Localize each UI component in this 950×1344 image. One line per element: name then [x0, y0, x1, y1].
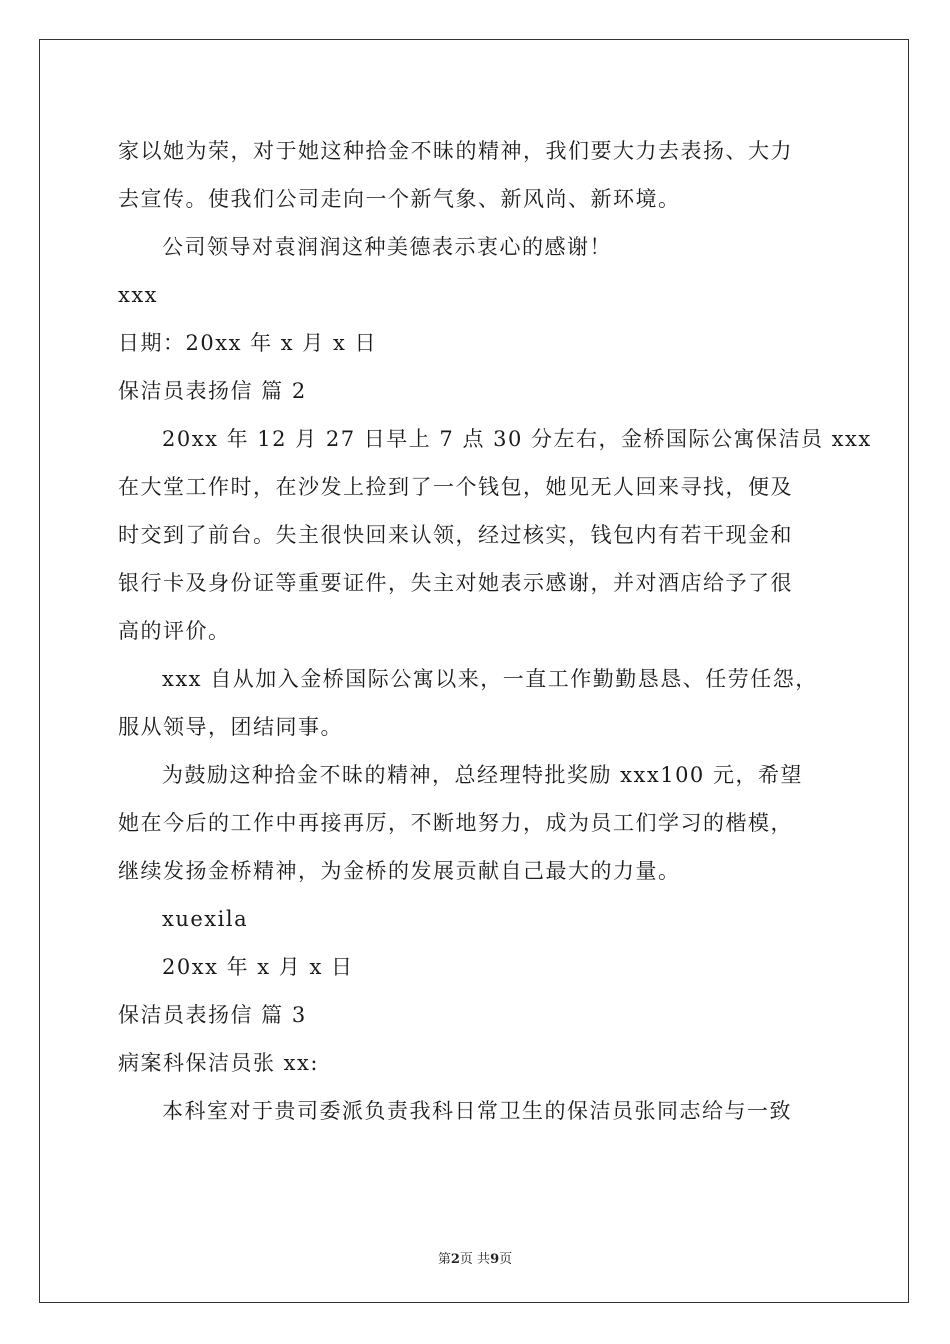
text-line: 家以她为荣，对于她这种拾金不昧的精神，我们要大力去表扬、大力 [118, 139, 793, 163]
text-line: xuexila [162, 907, 249, 931]
text-line: 20xx 年 12 月 27 日早上 7 点 30 分左右，金桥国际公寓保洁员 xxx [162, 427, 872, 451]
text-line: 在大堂工作时，在沙发上捡到了一个钱包，她见无人回来寻找，便及 [118, 475, 793, 499]
text-line: xxx 自从加入金桥国际公寓以来，一直工作勤勤恳恳、任劳任怨， [162, 667, 818, 691]
text-line: 20xx 年 x 月 x 日 [162, 955, 354, 979]
text-line: 她在今后的工作中再接再厉，不断地努力，成为员工们学习的楷模， [118, 811, 793, 835]
text-line: 日期：20xx 年 x 月 x 日 [118, 331, 377, 355]
text-line: 为鼓励这种拾金不昧的精神，总经理特批奖励 xxx100 元，希望 [162, 763, 803, 787]
text-line: 服从领导，团结同事。 [118, 715, 343, 739]
text-line: xxx [118, 283, 159, 307]
text-line: 保洁员表扬信 篇 3 [118, 1003, 307, 1027]
footer-total-pages: 9 [490, 1252, 500, 1267]
text-line: 保洁员表扬信 篇 2 [118, 379, 307, 403]
text-line: 公司领导对袁润润这种美德表示衷心的感谢！ [162, 235, 612, 259]
text-line: 银行卡及身份证等重要证件，失主对她表示感谢，并对酒店给予了很 [118, 571, 793, 595]
document-body [118, 127, 872, 1135]
text-line: 高的评价。 [118, 619, 231, 643]
footer-mid: 页 共 [459, 1252, 491, 1267]
footer-prefix: 第 [437, 1252, 451, 1267]
text-line: 时交到了前台。失主很快回来认领，经过核实，钱包内有若干现金和 [118, 523, 793, 547]
text-line: 去宣传。使我们公司走向一个新气象、新风尚、新环境。 [118, 187, 681, 211]
text-line: 继续发扬金桥精神，为金桥的发展贡献自己最大的力量。 [118, 859, 681, 883]
text-line: 本科室对于贵司委派负责我科日常卫生的保洁员张同志给与一致 [162, 1099, 792, 1123]
text-line: 病案科保洁员张 xx: [118, 1051, 319, 1075]
footer-current-page: 2 [450, 1252, 460, 1267]
footer-suffix: 页 [499, 1252, 513, 1267]
page-footer [0, 1248, 950, 1267]
